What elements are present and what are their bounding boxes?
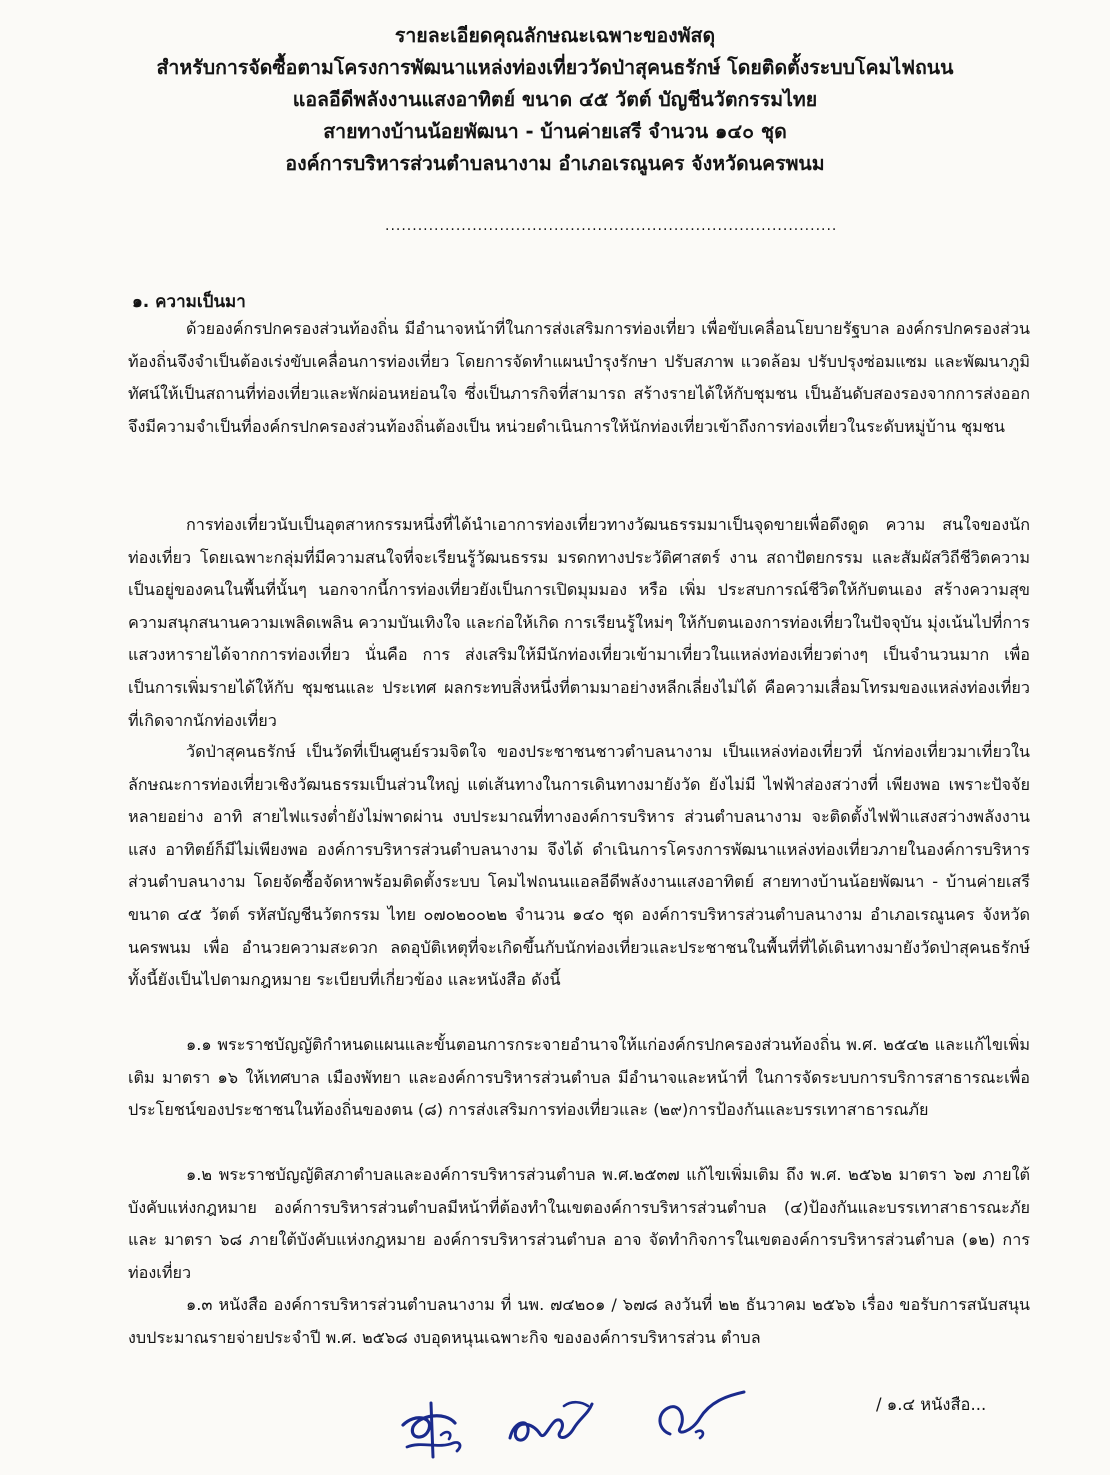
title-line-1: รายละเอียดคุณลักษณะเฉพาะของพัสดุ [394,24,716,47]
paragraph-tourism-industry: การท่องเที่ยวนับเป็นอุตสาหกรรมหนึ่งที่ได้นำเอาการท่องเที่ยวทางวัฒนธรรมมาเป็นจุดขายเพื่อดึงดูด ความ สนใจของนักท่องเที่ยว โดยเฉพาะกลุ่มที่มีความสนใจที่จะเรียนรู้วัฒนธรรม มรดกทางประวัติศาสตร์ งาน สถาปัตยกรรม และสัมผัสวิถีชีวิตความเป็นอยู่ของคนในพื้นที่นั้นๆ นอกจากนี้การท่องเที่ยวยังเป็นการเปิดมุมมอง หรือ เพิ่ม ประสบการณ์ชีวิตให้กับตนเอง สร้างความสุขความสนุกสนานความเพลิดเพลิน ความบันเทิงใจ และก่อให้เกิด การเรียนรู้ใหม่ๆ ให้กับตนเองการท่องเที่ยวในปัจจุบัน มุ่งเน้นไปที่การแสวงหารายได้จากการท่องเที่ยว นั่นคือ การ ส่งเสริมให้มีนักท่องเที่ยวเข้ามาเที่ยวในแหล่งท่องเที่ยวต่างๆ เป็นจำนวนมาก เพื่อเป็นการเพิ่มรายได้ให้กับ ชุมชนและ ประเทศ ผลกระทบสิ่งหนึ่งที่ตามมาอย่างหลีกเลี่ยงไม่ได้ คือความเสื่อมโทรมของแหล่งท่องเที่ยวที่เกิดจากนักท่องเที่ยว [128,515,1030,730]
paragraph-temple: วัดป่าสุคนธรักษ์ เป็นวัดที่เป็นศูนย์รวมจิตใจ ของประชาชนชาวตำบลนางาม เป็นแหล่งท่องเที่ยวที่ นักท่องเที่ยวมาเที่ยวในลักษณะการท่องเที่ยวเชิงวัฒนธรรมเป็นส่วนใหญ่ แต่เส้นทางในการเดินทางมายังวัด ยังไม่มี ไฟฟ้าส่องสว่างที่ เพียงพอ เพราะปัจจัยหลายอย่าง อาทิ สายไฟแรงต่ำยังไม่พาดผ่าน งบประมาณที่ทางองค์การบริหาร ส่วนตำบลนางาม จะติดตั้งไฟฟ้าแสงสว่างพลังงานแสง อาทิตย์ก็มีไม่เพียงพอ องค์การบริหารส่วนตำบลนางาม จึงได้ ดำเนินการโครงการพัฒนาแหล่งท่องเที่ยวภายในองค์การบริหารส่วนตำบลนางาม โดยจัดซื้อจัดหาพร้อมติดตั้งระบบ โคมไฟถนนแอลอีดีพลังงานแสงอาทิตย์ สายทางบ้านน้อยพัฒนา - บ้านค่ายเสรี ขนาด ๔๕ วัตต์ รหัสบัญชีนวัตกรรม ไทย ๐๗๐๒๐๐๒๒ จำนวน ๑๔๐ ชุด องค์การบริหารส่วนตำบลนางาม อำเภอเรณูนคร จังหวัดนครพนม เพื่อ อำนวยความสะดวก ลดอุบัติเหตุที่จะเกิดขึ้นกับนักท่องเที่ยวและประชาชนในพื้นที่ที่ได้เดินทางมายังวัดป่าสุคนธรักษ์ ทั้งนี้ยังเป็นไปตามกฎหมาย ระเบียบที่เกี่ยวข้อง และหนังสือ ดังนี้ [128,742,1030,990]
signature-2 [500,1398,600,1458]
title-line-3: แอลอีดีพลังงานแสงอาทิตย์ ขนาด ๔๕ วัตต์ บัญชีนวัตกรรมไทย [292,88,818,111]
document-title [0,20,1110,180]
paragraph-letter-1-3: ๑.๓ หนังสือ องค์การบริหารส่วนตำบลนางาม ที่ นพ. ๗๔๒๐๑ / ๖๗๘ ลงวันที่ ๒๒ ธันวาคม ๒๕๖๖ เรื่อง ขอรับการสนับสนุนงบประมาณรายจ่ายประจำปี พ.ศ. ๒๕๖๘ งบอุดหนุนเฉพาะกิจ ขององค์การบริหารส่วน ตำบล [128,1295,1030,1347]
section-heading: ๑. ความเป็นมา [132,292,246,312]
signature-1 [395,1395,475,1465]
paragraph-background: ด้วยองค์กรปกครองส่วนท้องถิ่น มีอำนาจหน้าที่ในการส่งเสริมการท่องเที่ยว เพื่อขับเคลื่อนโยบายรัฐบาล องค์กรปกครองส่วนท้องถิ่นจึงจำเป็นต้องเร่งขับเคลื่อนการท่องเที่ยว โดยการจัดทำแผนบำรุงรักษา ปรับสภาพ แวดล้อม ปรับปรุงซ่อมแซม และพัฒนาภูมิทัศน์ให้เป็นสถานที่ท่องเที่ยวและพักผ่อนหย่อนใจ ซึ่งเป็นภารกิจที่สามารถ สร้างรายได้ให้กับชุมชน เป็นอันดับสองรองจากการส่งออก จึงมีความจำเป็นที่องค์กรปกครองส่วนท้องถิ่นต้องเป็น หน่วยดำเนินการให้นักท่องเที่ยวเข้าถึงการท่องเที่ยวในระดับหมู่บ้าน ชุมชน [128,319,1030,436]
paragraph-law-1-1: ๑.๑ พระราชบัญญัติกำหนดแผนและขั้นตอนการกระจายอำนาจให้แก่องค์กรปกครองส่วนท้องถิ่น พ.ศ. ๒๕๔๒ และแก้ไขเพิ่มเติม มาตรา ๑๖ ให้เทศบาล เมืองพัทยา และองค์การบริหารส่วนตำบล มีอำนาจและหน้าที่ ในการจัดระบบการบริการสาธารณะเพื่อประโยชน์ของประชาชนในท้องถิ่นของตน (๘) การส่งเสริมการท่องเที่ยวและ (๒๙)การป้องกันและบรรเทาสาธารณภัย [128,1035,1030,1120]
title-line-5: องค์การบริหารส่วนตำบลนางาม อำเภอเรณูนคร จังหวัดนครพนม [285,152,825,175]
title-separator: ................................................................................... [385,218,838,234]
paragraph-law-1-2: ๑.๒ พระราชบัญญัติสภาตำบลและองค์การบริหารส่วนตำบล พ.ศ.๒๕๓๗ แก้ไขเพิ่มเติม ถึง พ.ศ. ๒๕๖๒ มาตรา ๖๗ ภายใต้บังคับแห่งกฎหมาย องค์การบริหารส่วนตำบลมีหน้าที่ต้องทำในเขตองค์การบริหารส่วนตำบล (๔)ป้องกันและบรรเทาสาธารณะภัย และ มาตรา ๖๘ ภายใต้บังคับแห่งกฎหมาย องค์การบริหารส่วนตำบล อาจ จัดทำกิจการในเขตองค์การบริหารส่วนตำบล (๑๒) การท่องเที่ยว [128,1165,1030,1282]
title-line-2: สำหรับการจัดซื้อตามโครงการพัฒนาแหล่งท่องเที่ยววัดป่าสุคนธรักษ์ โดยติดตั้งระบบโคมไฟถนน [156,56,954,79]
title-line-4: สายทางบ้านน้อยพัฒนา - บ้านค่ายเสรี จำนวน ๑๔๐ ชุด [323,120,787,143]
continuation-note: / ๑.๔ หนังสือ... [876,1395,987,1414]
signature-3 [640,1388,750,1448]
